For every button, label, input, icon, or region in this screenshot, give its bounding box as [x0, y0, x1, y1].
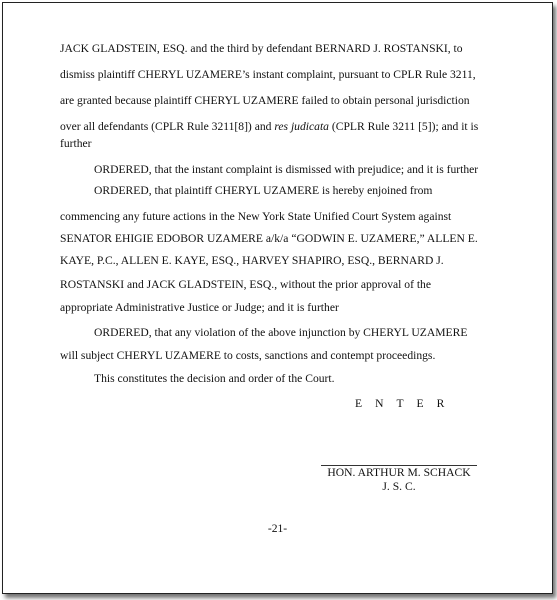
text-line: This constitutes the decision and order of the Court.	[94, 372, 335, 385]
text-segment: (CPLR Rule 3211 [5]); and it is	[328, 120, 479, 133]
text-line: SENATOR EHIGIE EDOBOR UZAMERE a/k/a “GODWIN E. UZAMERE,” ALLEN E.	[60, 232, 478, 245]
signature-name: HON. ARTHUR M. SCHACK	[327, 466, 471, 479]
text-line: KAYE, P.C., ALLEN E. KAYE, ESQ., HARVEY SHAPIRO, ESQ., BERNARD J.	[60, 254, 444, 267]
text-line: appropriate Administrative Justice or Judge; and it is further	[60, 301, 339, 314]
text-line-with-italic	[60, 120, 478, 134]
text-line: commencing any future actions in the New York State Unified Court System against	[60, 210, 452, 223]
page-number: -21-	[267, 522, 288, 535]
enter-label: ENTER	[355, 397, 458, 410]
document-page	[2, 2, 553, 594]
text-line: ROSTANSKI and JACK GLADSTEIN, ESQ., without the prior approval of the	[60, 278, 431, 291]
text-line: are granted because plaintiff CHERYL UZAMERE failed to obtain personal jurisdiction	[60, 94, 470, 107]
text-line: ORDERED, that the instant complaint is dismissed with prejudice; and it is further	[94, 163, 479, 176]
text-line: further	[60, 137, 92, 150]
text-line: ORDERED, that any violation of the above injunction by CHERYL UZAMERE	[94, 326, 468, 339]
text-segment: over all defendants (CPLR Rule 3211[8]) and	[60, 120, 275, 133]
signature-title: J. S. C.	[382, 480, 416, 493]
text-line: ORDERED, that plaintiff CHERYL UZAMERE is hereby enjoined from	[94, 184, 433, 197]
text-line: will subject CHERYL UZAMERE to costs, sanctions and contempt proceedings.	[60, 349, 436, 362]
text-line: dismiss plaintiff CHERYL UZAMERE’s instant complaint, pursuant to CPLR Rule 3211,	[60, 68, 476, 81]
text-line: JACK GLADSTEIN, ESQ. and the third by defendant BERNARD J. ROSTANSKI, to	[60, 42, 463, 55]
italic-term: res judicata	[274, 120, 329, 133]
